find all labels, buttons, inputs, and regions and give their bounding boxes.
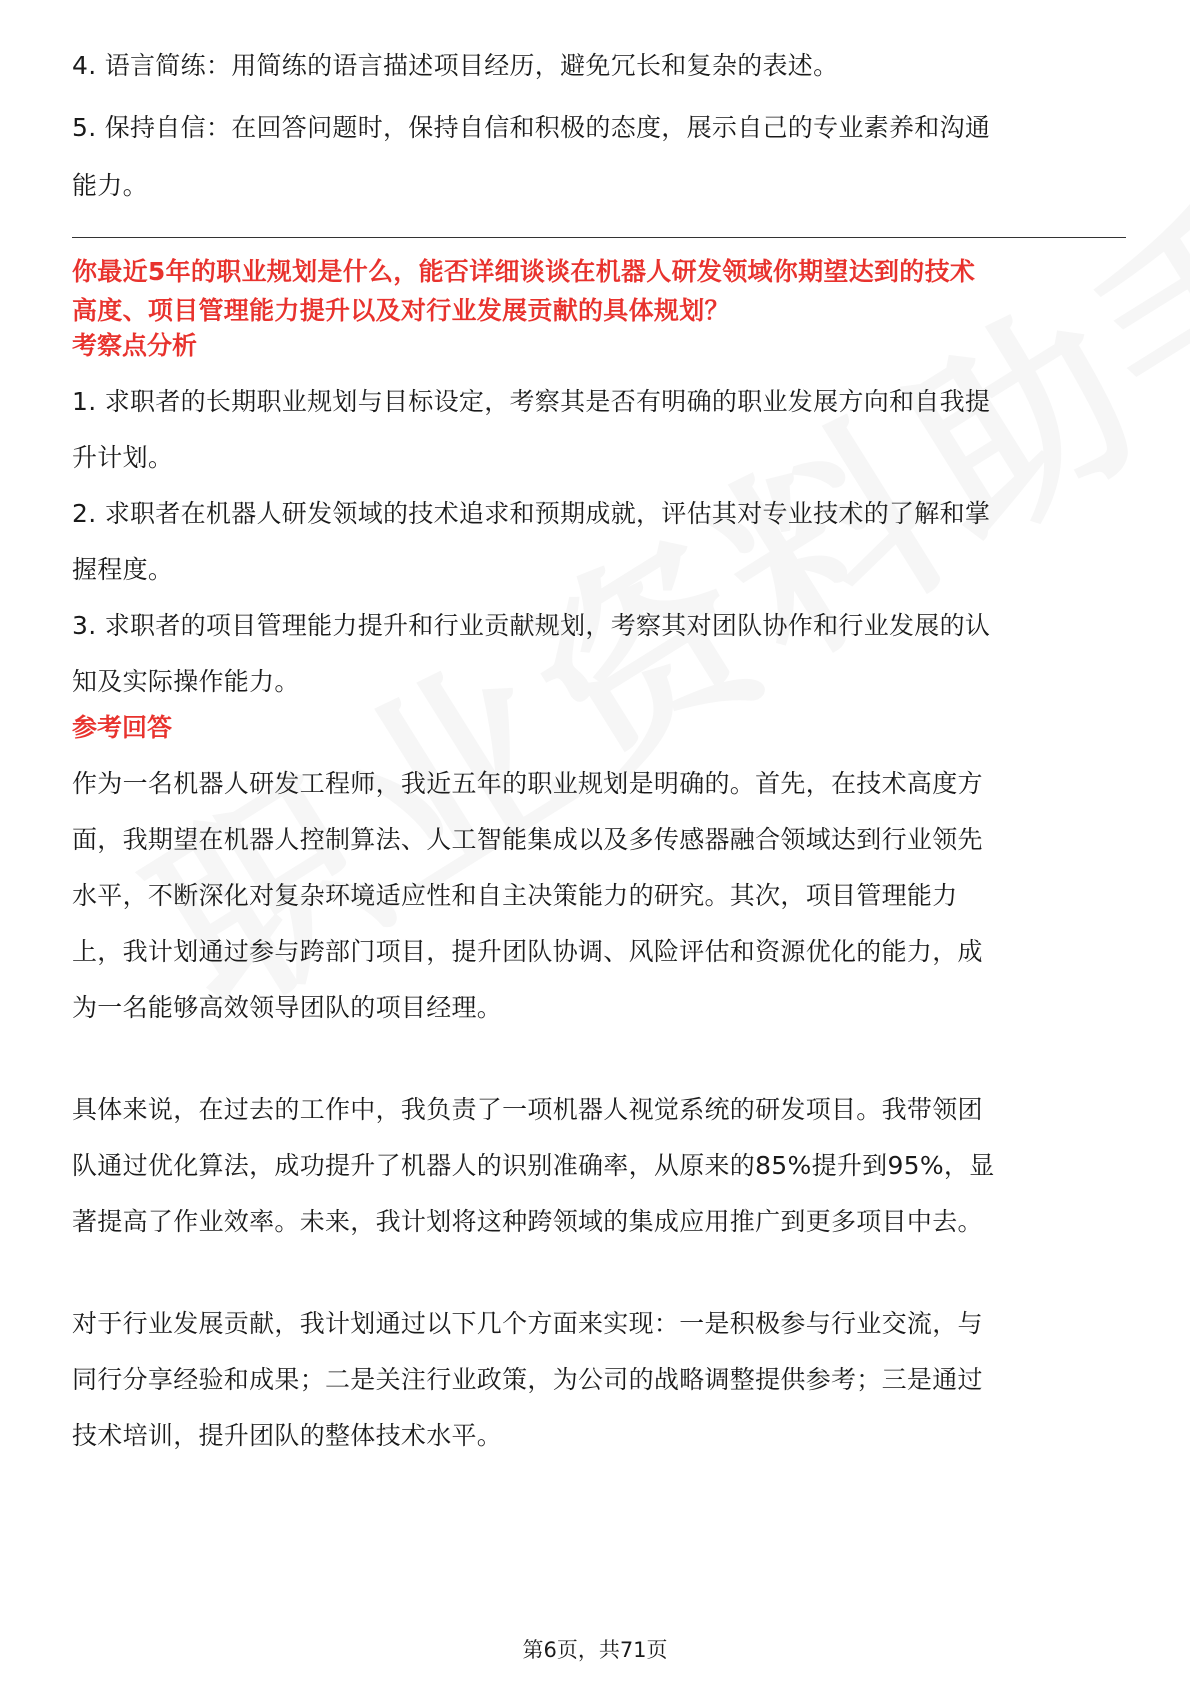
answer-line: 具体来说，在过去的工作中，我负责了一项机器人视觉系统的研发项目。我带领团 [72, 1095, 983, 1124]
answer-line: 为一名能够高效领导团队的项目经理。 [72, 993, 503, 1022]
analysis-line: 知及实际操作能力。 [72, 667, 300, 696]
answer-paragraph-2 [72, 1082, 1132, 1250]
tip-item-continued: 能力。 [72, 171, 148, 200]
answer-heading: 参考回答 [72, 713, 173, 742]
analysis-line: 握程度。 [72, 555, 174, 584]
analysis-line: 3. 求职者的项目管理能力提升和行业贡献规划，考察其对团队协作和行业发展的认 [72, 611, 991, 640]
section-divider [72, 237, 1126, 238]
answer-line: 著提高了作业效率。未来，我计划将这种跨领域的集成应用推广到更多项目中去。 [72, 1207, 983, 1236]
tip-item: 5. 保持自信：在回答问题时，保持自信和积极的态度，展示自己的专业素养和沟通 [72, 113, 991, 142]
tip-item: 4. 语言简练：用简练的语言描述项目经历，避免冗长和复杂的表述。 [72, 51, 839, 80]
question-line: 你最近5年的职业规划是什么，能否详细谈谈在机器人研发领域你期望达到的技术 [72, 257, 976, 286]
answer-line: 对于行业发展贡献，我计划通过以下几个方面来实现：一是积极参与行业交流，与 [72, 1309, 983, 1338]
intro-tips [72, 38, 1122, 214]
answer-line: 队通过优化算法，成功提升了机器人的识别准确率，从原来的85%提升到95%，显 [72, 1151, 995, 1180]
answer-paragraph-1 [72, 756, 1132, 1036]
answer-line: 上，我计划通过参与跨部门项目，提升团队协调、风险评估和资源优化的能力，成 [72, 937, 983, 966]
answer-line: 同行分享经验和成果；二是关注行业政策，为公司的战略调整提供参考；三是通过 [72, 1365, 983, 1394]
answer-section [72, 700, 1132, 1464]
answer-line: 面，我期望在机器人控制算法、人工智能集成以及多传感器融合领域达到行业领先 [72, 825, 983, 854]
analysis-line: 1. 求职者的长期职业规划与目标设定，考察其是否有明确的职业发展方向和自我提 [72, 387, 991, 416]
analysis-line: 2. 求职者在机器人研发领域的技术追求和预期成就，评估其对专业技术的了解和掌 [72, 499, 991, 528]
answer-line: 作为一名机器人研发工程师，我近五年的职业规划是明确的。首先，在技术高度方 [72, 769, 983, 798]
answer-line: 技术培训，提升团队的整体技术水平。 [72, 1421, 503, 1450]
question-line: 高度、项目管理能力提升以及对行业发展贡献的具体规划？ [72, 296, 730, 325]
page-footer: 第6页，共71页 [522, 1638, 668, 1662]
answer-paragraph-3 [72, 1296, 1132, 1464]
analysis-section [72, 318, 1132, 710]
analysis-heading: 考察点分析 [72, 331, 198, 360]
answer-line: 水平，不断深化对复杂环境适应性和自主决策能力的研究。其次，项目管理能力 [72, 881, 958, 910]
analysis-line: 升计划。 [72, 443, 174, 472]
